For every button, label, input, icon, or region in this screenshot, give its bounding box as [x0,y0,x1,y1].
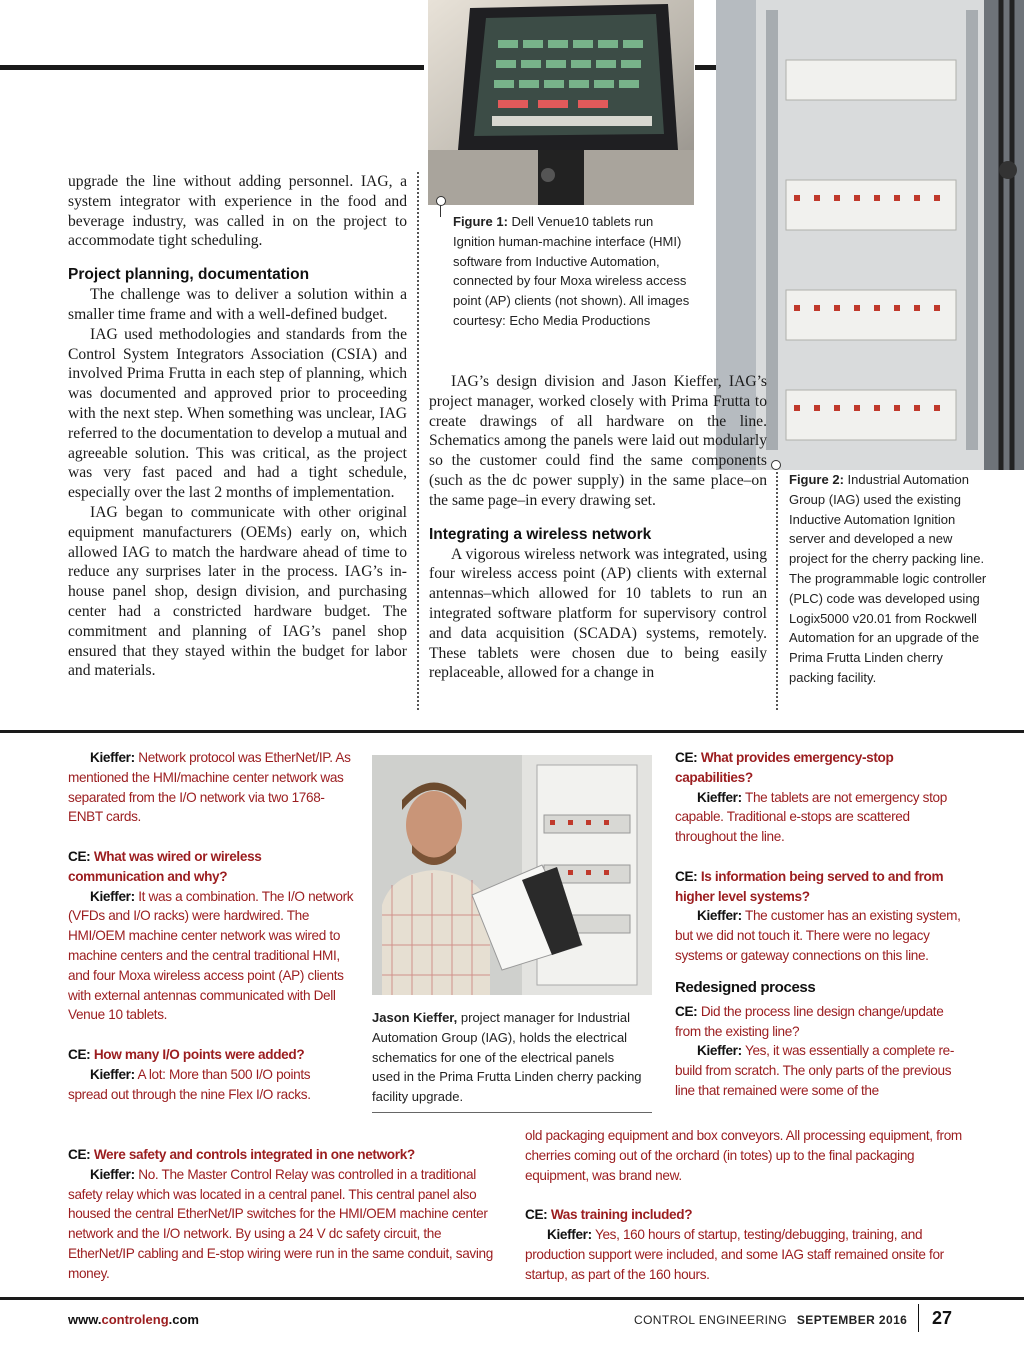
question-text: Is information being served to and from higher level systems? [675,868,944,904]
ce-label: CE: [68,1046,91,1062]
paragraph: IAG began to communicate with other original equipment manufacturers (OEMs) early on, which allowed IAG to match the hardware ahead of time to reduce any surprises later in the process. IAG’s in-house panel shop, design division, and purchasing center had a constricted hardware budget. The commitment and planning of IAG’s panel shop ensured that they stayed within the budget for labor and materials. [68,503,407,680]
paragraph: IAG used methodologies and standards from the Control System Integrators Association (CSIA) and involved Prima Frutta in each step of planning, which was documented and approved prior to proceeding with the next step. When something was unclear, IAG referred to the documentation to develop a mutual and agreeable solution. This was critical, as the project was very fast paced and had a tight schedule, especially over the last 2 months of implementation. [68,325,407,502]
column-divider [417,172,419,710]
answer-text: A lot: More than 500 I/O points spread out through the nine Flex I/O racks. [68,1066,311,1102]
qa-question-8 [525,1205,965,1225]
qa-answer-1 [68,748,356,827]
qa-column-3 [675,748,965,1101]
kieffer-label: Kieffer: [90,1066,135,1082]
figure1-pointer-line [440,205,441,217]
top-rule-left [0,65,424,70]
footer-magazine-name: CONTROL ENGINEERING [634,1313,788,1327]
kieffer-label: Kieffer: [697,908,742,924]
qa-question-5 [675,748,965,788]
qa-answer-4 [68,1165,508,1284]
qa-answer-7b: old packaging equipment and box conveyors. All processing equipment, from cherries coming out of the orchard (in totes) up to the final packaging equipment, was brand new. [525,1128,962,1183]
answer-text: Yes, 160 hours of startup, testing/debugging, training, and production support were included, and some IAG staff remained onsite for startup, as part of the 160 hours. [525,1226,944,1282]
answer-text: The customer has an existing system, but we did not touch it. There were no legacy systems or gateway connections on this line. [675,908,961,963]
question-text: Were safety and controls integrated in one network? [93,1147,415,1162]
ce-label: CE: [68,848,91,864]
qa-question-3 [68,1045,356,1065]
article-column-1 [68,172,407,681]
section-heading-redesigned-process: Redesigned process [675,978,816,996]
ce-label: CE: [68,1147,91,1162]
question-text: How many I/O points were added? [93,1046,305,1062]
article-column-2 [429,372,767,683]
question-text: Was training included? [550,1207,693,1223]
answer-text: Network protocol was EtherNet/IP. As mentioned the HMI/machine center network was separated from the I/O network via two 1768-ENBT cards. [68,750,351,825]
intro-paragraph: upgrade the line without adding personnel. IAG, a system integrator with experience in the food and beverage industry, was called in on the project to accommodate tight scheduling. [68,173,407,250]
figure2-label: Figure 2: [789,472,844,487]
qa-column-1 [68,748,356,1104]
portrait-caption-rule [372,1112,652,1113]
figure2-caption [789,470,989,688]
ce-label: CE: [675,1003,698,1019]
paragraph: IAG’s design division and Jason Kieffer, IAG’s project manager, worked closely with Prima Frutta to create drawings of all hardware on the line. Schematics among the panels were laid out modularly so the customer could find the same components (such as the dc power supply) in the same place–on the same page–in every drawing set. [429,373,767,509]
ce-label: CE: [675,750,698,765]
qa-answer-3 [68,1065,338,1105]
qa-answer-5 [675,788,965,847]
figure1-photo [428,0,694,205]
qa-question-7 [675,1002,965,1042]
answer-text: No. The Master Control Relay was controlled in a traditional safety relay which was located in a central panel. This central panel also housed the central EtherNet/IP switches for the HMI/OEM machine center network and the I/O network. By using a 24 V dc safety circuit, the EtherNet/IP cabling and E-stop wiring were run in the same conduit, saving money. [68,1166,493,1281]
qa-top-rule [0,730,1024,733]
qa-answer-7a [675,1041,965,1100]
portrait-caption [372,1008,642,1107]
footer-url-suffix: .com [168,1312,199,1327]
answer-text: It was a combination. The I/O network (VFDs and I/O racks) were hardwired. The HMI/OEM machine center network was wired to machine centers and the central traditional HMI, and four Moxa wireless access point (AP) clients with external antennas communicated with Dell Venue 10 tablets. [68,888,354,1023]
qa-answer-6 [675,906,965,965]
question-text: What was wired or wireless communication and why? [68,848,262,884]
figure2-text: Industrial Automation Group (IAG) used the existing Inductive Automation Ignition server and developed a new project for the cherry packing line. The programmable logic controller (PLC) code was developed using Logix5000 v20.01 from Rockwell Automation for an upgrade of the Prima Frutta Linden cherry packing facility. [789,472,987,685]
footer-rule [0,1297,1024,1300]
qa-question-2 [68,847,356,887]
question-text: Did the process line design change/update from the existing line? [675,1003,944,1039]
section-heading-project-planning: Project planning, documentation [68,266,310,284]
qa-question-6 [675,867,965,907]
figure1-caption [453,212,693,331]
paragraph: A vigorous wireless network was integrated, using four wireless access point (AP) clients with external antennas–which allowed for 10 tablets to run an integrated software platform for supervisory control and data acquisition (SCADA) systems, remotely. These tablets were chosen due to being easily replaceable, allowed for a change in [429,545,767,682]
kieffer-label: Kieffer: [547,1226,592,1242]
qa-bottom-right [525,1126,965,1284]
answer-text: Yes, it was essentially a complete re-build from scratch. The only parts of the previous line that remained were some of the [675,1043,955,1098]
ce-label: CE: [525,1207,548,1223]
question-text: What provides emergency-stop capabilities? [675,750,894,785]
ce-label: CE: [675,868,698,884]
footer-page-divider [918,1304,919,1332]
page-number: 27 [932,1308,953,1328]
qa-bottom-left [68,1145,508,1284]
answer-text: The tablets are not emergency stop capable. Traditional e-stops are scattered throughout the line. [675,789,947,845]
figure1-text: Dell Venue10 tablets run Ignition human-machine interface (HMI) software from Inductive Automation, connected by four Moxa wireless access point (AP) clients (not shown). All images courtesy: Echo Media Productions [453,214,690,328]
portrait-photo [372,755,652,995]
kieffer-label: Kieffer: [697,789,742,805]
footer-url-prefix: www. [68,1312,102,1327]
footer-magazine [634,1313,907,1327]
caption-divider [776,472,778,710]
figure2-pointer [771,460,781,470]
section-heading-wireless: Integrating a wireless network [429,525,652,543]
figure1-label: Figure 1: [453,214,508,229]
qa-answer-2 [68,887,356,1026]
figure1-pointer [436,196,446,206]
qa-question-4 [68,1145,508,1165]
footer-issue: SEPTEMBER 2016 [796,1313,908,1327]
kieffer-label: Kieffer: [90,1166,135,1182]
paragraph: The challenge was to deliver a solution within a smaller time frame and with a well-defined budget. [68,286,407,323]
portrait-caption-name: Jason Kieffer, [372,1010,458,1025]
kieffer-label: Kieffer: [90,750,135,765]
portrait-caption-text: project manager for Industrial Automation Group (IAG), holds the electrical schematics for one of the electrical panels used in the Prima Frutta Linden cherry packing facility upgrade. [372,1010,642,1105]
footer-url-brand: controleng [101,1312,169,1327]
kieffer-label: Kieffer: [697,1043,742,1059]
kieffer-label: Kieffer: [90,888,135,904]
qa-answer-8 [525,1225,965,1284]
footer-url[interactable] [68,1312,199,1327]
